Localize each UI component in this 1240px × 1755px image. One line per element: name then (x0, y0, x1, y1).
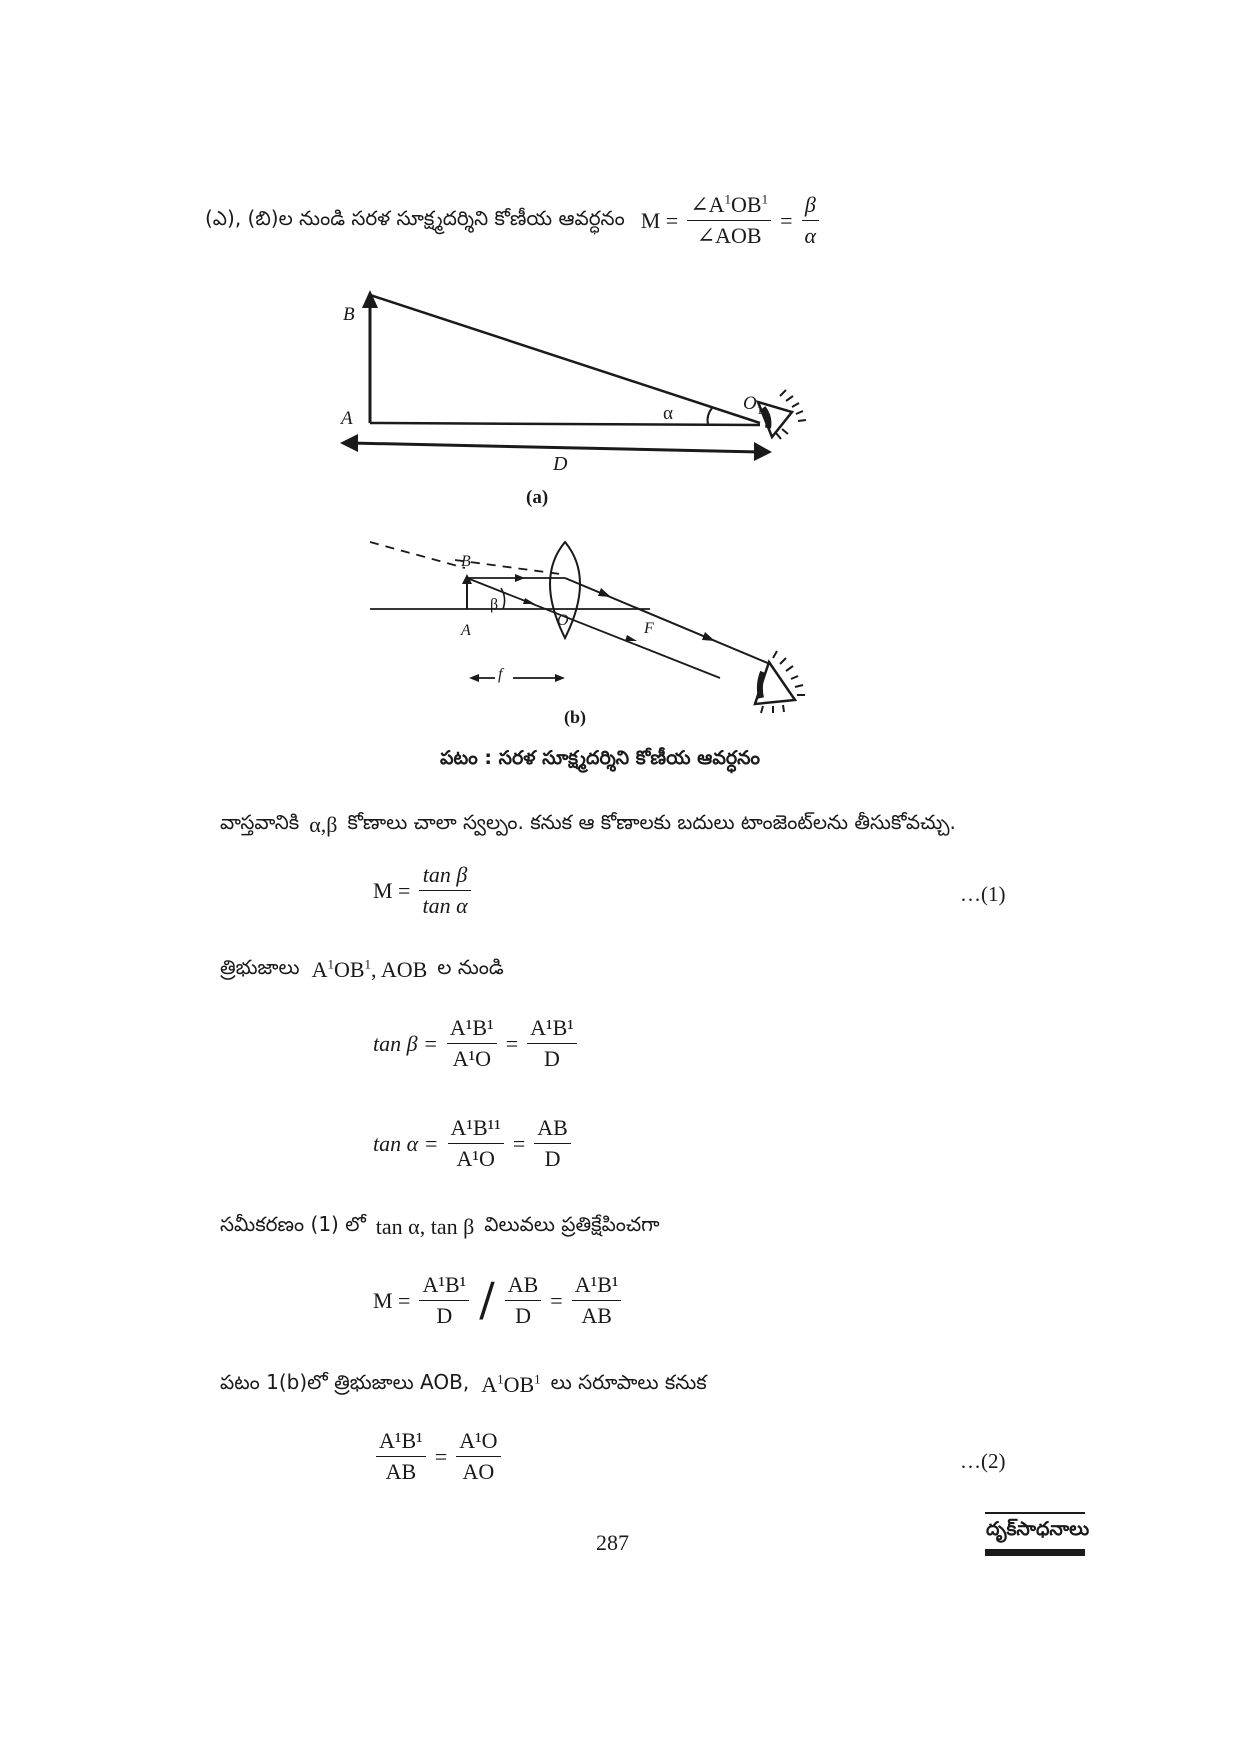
figure-b-diagram (365, 530, 835, 720)
fig-b-caption: (b) (564, 707, 586, 727)
fig-b-label-A: A (461, 622, 471, 639)
equation-1-number: …(1) (960, 882, 1006, 906)
paragraph-2: త్రిభుజాలు $A^1OB^1$, AOB ల నుండి (220, 955, 504, 982)
dashed-ray-1 (370, 542, 465, 568)
fig-a-label-B: B (343, 304, 355, 325)
intro-greek-fraction: $\frac{\beta}{\alpha}$ (802, 192, 820, 249)
equation-1: M = $\frac{\text{tan β}}{\text{tan α}}$ (373, 862, 474, 919)
intro-angle-fraction: $\frac{\angle A^1OB^1}{\text{∠AOB}}$ (687, 192, 771, 249)
fig-a-label-A: A (341, 408, 353, 429)
figure-a-diagram (340, 290, 820, 490)
fig-a-label-alpha: α (663, 403, 673, 424)
fig-b-label-beta: β (490, 596, 499, 613)
fig-b-label-B: B (461, 553, 471, 570)
alpha-arc (708, 408, 713, 424)
figure-caption: పటం : సరళ సూక్ష్మదర్శిని కోణీయ ఆవర్ధనం (440, 747, 761, 769)
refracted-ray (565, 578, 770, 664)
fig-b-label-f: f (498, 666, 503, 683)
fig-a-label-O: $O_1$ (743, 393, 763, 417)
intro-text: (ఎ), (బి)ల నుండి సరళ సూక్ష్మదర్శిని కోణీయ ఆవర్ధనం (205, 206, 625, 230)
equation-2-number: …(2) (960, 1449, 1006, 1473)
intro-lhs: M = (640, 207, 679, 233)
chapter-title: దృక్‌సాధనాలు (986, 1518, 1090, 1540)
intro-line (205, 192, 822, 249)
paragraph-1: వాస్తవానికి α,β కోణాలు చాలా స్వల్పం. కనుక ఆ కోణాలకు బదులు టాంజెంట్‌లను తీసుకోవచ్చు. (220, 810, 956, 837)
eye-icon (758, 390, 806, 439)
fig-b-label-O: O (557, 612, 569, 629)
equation-tan-alpha: tan α = $\frac{\text{A¹B¹¹}}{\text{A¹O}}$ = $\frac{AB}{D}$ (373, 1115, 574, 1172)
fig-a-label-D: D (553, 453, 568, 475)
intro-equals: = (780, 207, 793, 233)
equation-tan-beta: tan β = $\frac{\text{A¹B¹}}{\text{A¹O}}$ = $\frac{\text{A¹B¹}}{D}$ (373, 1015, 580, 1072)
equation-M: M = $\frac{\text{A¹B¹}}{D}$ / $\frac{AB}{D}$ = $\frac{\text{A¹B¹}}{AB}$ (373, 1272, 624, 1329)
ray-line (370, 295, 760, 423)
equation-2: $\frac{\text{A¹B¹}}{AB}$ = $\frac{\text{A¹O}}{AO}$ (373, 1428, 504, 1485)
fig-a-caption: (a) (526, 487, 549, 508)
axis-line (370, 423, 760, 425)
footer-rule-top (985, 1512, 1085, 1514)
fig-b-label-F: F (644, 620, 654, 637)
paragraph-4: పటం 1(b)లో త్రిభుజాలు AOB, $A^1OB^1$ లు సరూపాలు కనుక (220, 1370, 707, 1397)
paragraph-3: సమీకరణం (1) లో tan α, tan β విలువలు ప్రతిక్షేపించగా (220, 1212, 660, 1239)
footer-rule-bottom (985, 1549, 1085, 1556)
page-number: 287 (596, 1530, 629, 1555)
distance-D-line (350, 443, 760, 452)
